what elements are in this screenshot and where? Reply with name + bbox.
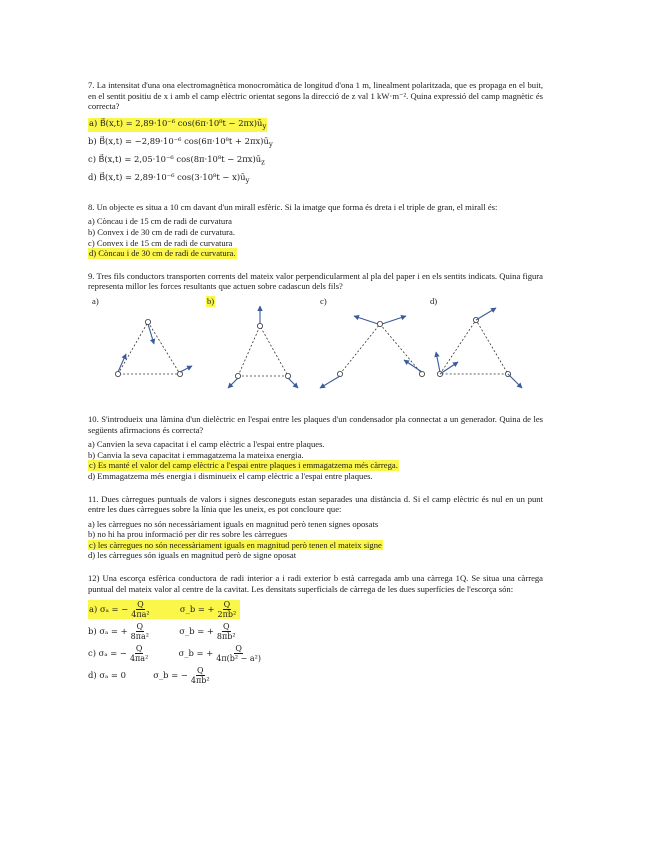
question-7 <box>88 80 543 188</box>
question-12-text: 12) Una escorça esfèrica conductora de radi interior a i radi exterior b està carregada amb una càrrega 1Q. Se situa una càrrega puntual del mateix valor al centre de la cavitat. Les densitats superficials de càrrega de les dues superfícies de l'escorça són: <box>88 573 543 594</box>
q8-option-b[interactable]: b) Convex i de 30 cm de radi de curvatura. <box>88 226 235 237</box>
q12-option-b-sa-den: 8πa² <box>130 631 149 641</box>
q12-option-c-sigma-a: σₐ = − <box>98 647 127 658</box>
question-12 <box>88 573 543 686</box>
q12-option-d-sigma-a: σₐ = 0 <box>99 669 126 680</box>
q7-option-d-sub: y <box>245 176 250 185</box>
q7-option-b-label: b) <box>88 135 97 146</box>
question-11 <box>88 494 543 562</box>
q7-option-c-label: c) <box>88 153 96 164</box>
q12-option-a-sb-num: Q <box>223 599 231 609</box>
q12-option-c-sigma-b: σ_b = + <box>178 647 214 658</box>
question-8 <box>88 202 543 259</box>
q12-option-d[interactable] <box>88 666 213 685</box>
q12-option-c[interactable] <box>88 644 264 663</box>
q7-option-d-expr: B⃗(x,t) = 2,89·10⁻⁶ cos(3·10⁸t − x)ū <box>99 171 246 182</box>
q7-option-a-expr: B⃗(x,t) = 2,89·10⁻⁶ cos(6π·10⁸t − 2πx)ū <box>99 117 263 128</box>
q12-option-a-sb-den: 2πb² <box>217 609 237 619</box>
q12-option-a[interactable] <box>88 600 240 619</box>
q12-option-d-sigma-b: σ_b = − <box>153 669 188 680</box>
q12-option-b-sa-num: Q <box>136 621 144 631</box>
question-7-text: 7. La intensitat d'una ona electromagnètica monocromàtica de longitud d'ona 1 m, linealment polaritzada, que es propaga en el buit, en el sentit positiu de x i amb el camp elèctric orientat segons la direcció de z val 1 kW·m⁻². Quina expressió del camp magnètic és correcta? <box>88 80 543 112</box>
q12-option-a-sa-num: Q <box>137 599 144 609</box>
question-9-text: 9. Tres fils conductors transporten corrents del mateix valor perpendicularment al pla del paper i en els sentits indicats. Quina figura representa millor les forces resultants que actuen sobre cadascun dels fils? <box>88 270 543 292</box>
q12-option-c-sa-num: Q <box>135 643 143 653</box>
q11-option-c[interactable]: c) les càrregues no són necessàriament iguals en magnitud però tenen el mateix signe <box>89 539 382 550</box>
q7-option-d[interactable] <box>88 172 249 186</box>
q7-option-d-label: d) <box>88 171 97 182</box>
q12-option-a-sigma-b: σ_b = + <box>179 603 215 614</box>
q12-option-d-sb-num: Q <box>196 665 204 675</box>
q7-option-c-expr: B⃗(x,t) = 2,05·10⁻⁶ cos(8π·10⁸t − 2πx)ū <box>98 153 262 164</box>
q10-option-a[interactable]: a) Canvien la seva capacitat i el camp elèctric a l'espai entre plaques. <box>88 439 325 450</box>
q7-option-a[interactable] <box>88 118 267 132</box>
q12-option-c-sb-den: 4π(b² − a²) <box>216 653 261 663</box>
q9-figure-c-label[interactable]: c) <box>320 295 327 306</box>
q10-option-d[interactable]: d) Emmagatzema més energia i disminueix el camp elèctric a l'espai entre plaques. <box>88 470 373 481</box>
q10-option-c[interactable]: c) Es manté el valor del camp elèctric a l'espai entre plaques i emmagatzema més càrrega. <box>89 460 398 471</box>
question-11-text: 11. Dues càrregues puntuals de valors i signes desconeguts estan separades una distància d. Si el camp elèctric és nul en un punt entre les dues càrregues sobre la línia que les uneix, es pot concloure que: <box>88 493 543 515</box>
q9-triangles-diagram <box>88 296 543 392</box>
question-10-text: 10. S'introdueix una làmina d'un dielèctric en l'espai entre les plaques d'un condensador pla connectat a un generador. Quina de les següents afirmacions és correcta? <box>88 413 543 435</box>
q12-option-c-sb-num: Q <box>235 643 242 653</box>
q11-option-b[interactable]: b) no hi ha prou informació per dir res sobre les càrregues <box>88 529 288 540</box>
q12-option-b[interactable] <box>88 622 239 641</box>
q7-option-a-label: a) <box>89 117 98 128</box>
q12-option-b-sigma-b: σ_b = + <box>179 625 214 636</box>
q12-option-a-sigma-a: σₐ = − <box>99 603 129 614</box>
q12-option-c-sa-den: 4πa² <box>129 653 149 663</box>
q9-figure-b-label[interactable]: b) <box>207 295 215 306</box>
q8-option-a[interactable]: a) Còncau i de 15 cm de radi de curvatura <box>88 216 232 227</box>
q11-option-d[interactable]: d) les càrregues són iguals en magnitud però de signe oposat <box>88 550 297 561</box>
q7-option-b[interactable] <box>88 136 273 150</box>
q7-option-b-expr: B⃗(x,t) = −2,89·10⁻⁶ cos(6π·10⁸t + 2πx)ū <box>99 135 269 146</box>
q7-option-c-sub: z <box>261 158 265 167</box>
q12-option-d-label: d) <box>88 669 97 680</box>
q8-option-d[interactable]: d) Còncau i de 30 cm de radi de curvatura. <box>89 248 236 259</box>
q12-option-a-label: a) <box>89 603 98 614</box>
q10-option-b[interactable]: b) Canvia la seva capacitat i emmagatzema la mateixa energia. <box>88 449 304 460</box>
q12-option-b-sb-den: 8πb² <box>216 631 236 641</box>
q12-option-b-label: b) <box>88 625 97 636</box>
question-10 <box>88 414 543 482</box>
q12-option-b-sigma-a: σₐ = + <box>99 625 128 636</box>
question-8-text: 8. Un objecte es situa a 10 cm davant d'un mirall esfèric. Si la imatge que forma és dreta i el triple de gran, el mirall és: <box>88 201 498 212</box>
q7-option-c[interactable] <box>88 154 265 168</box>
q9-figure-d-label[interactable]: d) <box>430 295 438 306</box>
q11-option-a[interactable]: a) les càrregues no són necessàriament iguals en magnitud però tenen signes oposats <box>88 518 379 529</box>
q12-option-b-sb-num: Q <box>222 621 230 631</box>
q12-option-d-sb-den: 4πb² <box>190 675 210 685</box>
exam-page <box>88 80 543 696</box>
q12-option-c-label: c) <box>88 647 96 658</box>
q9-figure-a-label[interactable]: a) <box>92 295 99 306</box>
q12-option-a-sa-den: 4πa² <box>131 609 150 619</box>
q8-option-c[interactable]: c) Convex i de 15 cm de radi de curvatura <box>88 237 233 248</box>
q9-figures <box>88 296 543 392</box>
q7-option-b-sub: y <box>268 140 273 149</box>
q7-option-a-sub: y <box>262 122 267 131</box>
question-9 <box>88 271 543 392</box>
